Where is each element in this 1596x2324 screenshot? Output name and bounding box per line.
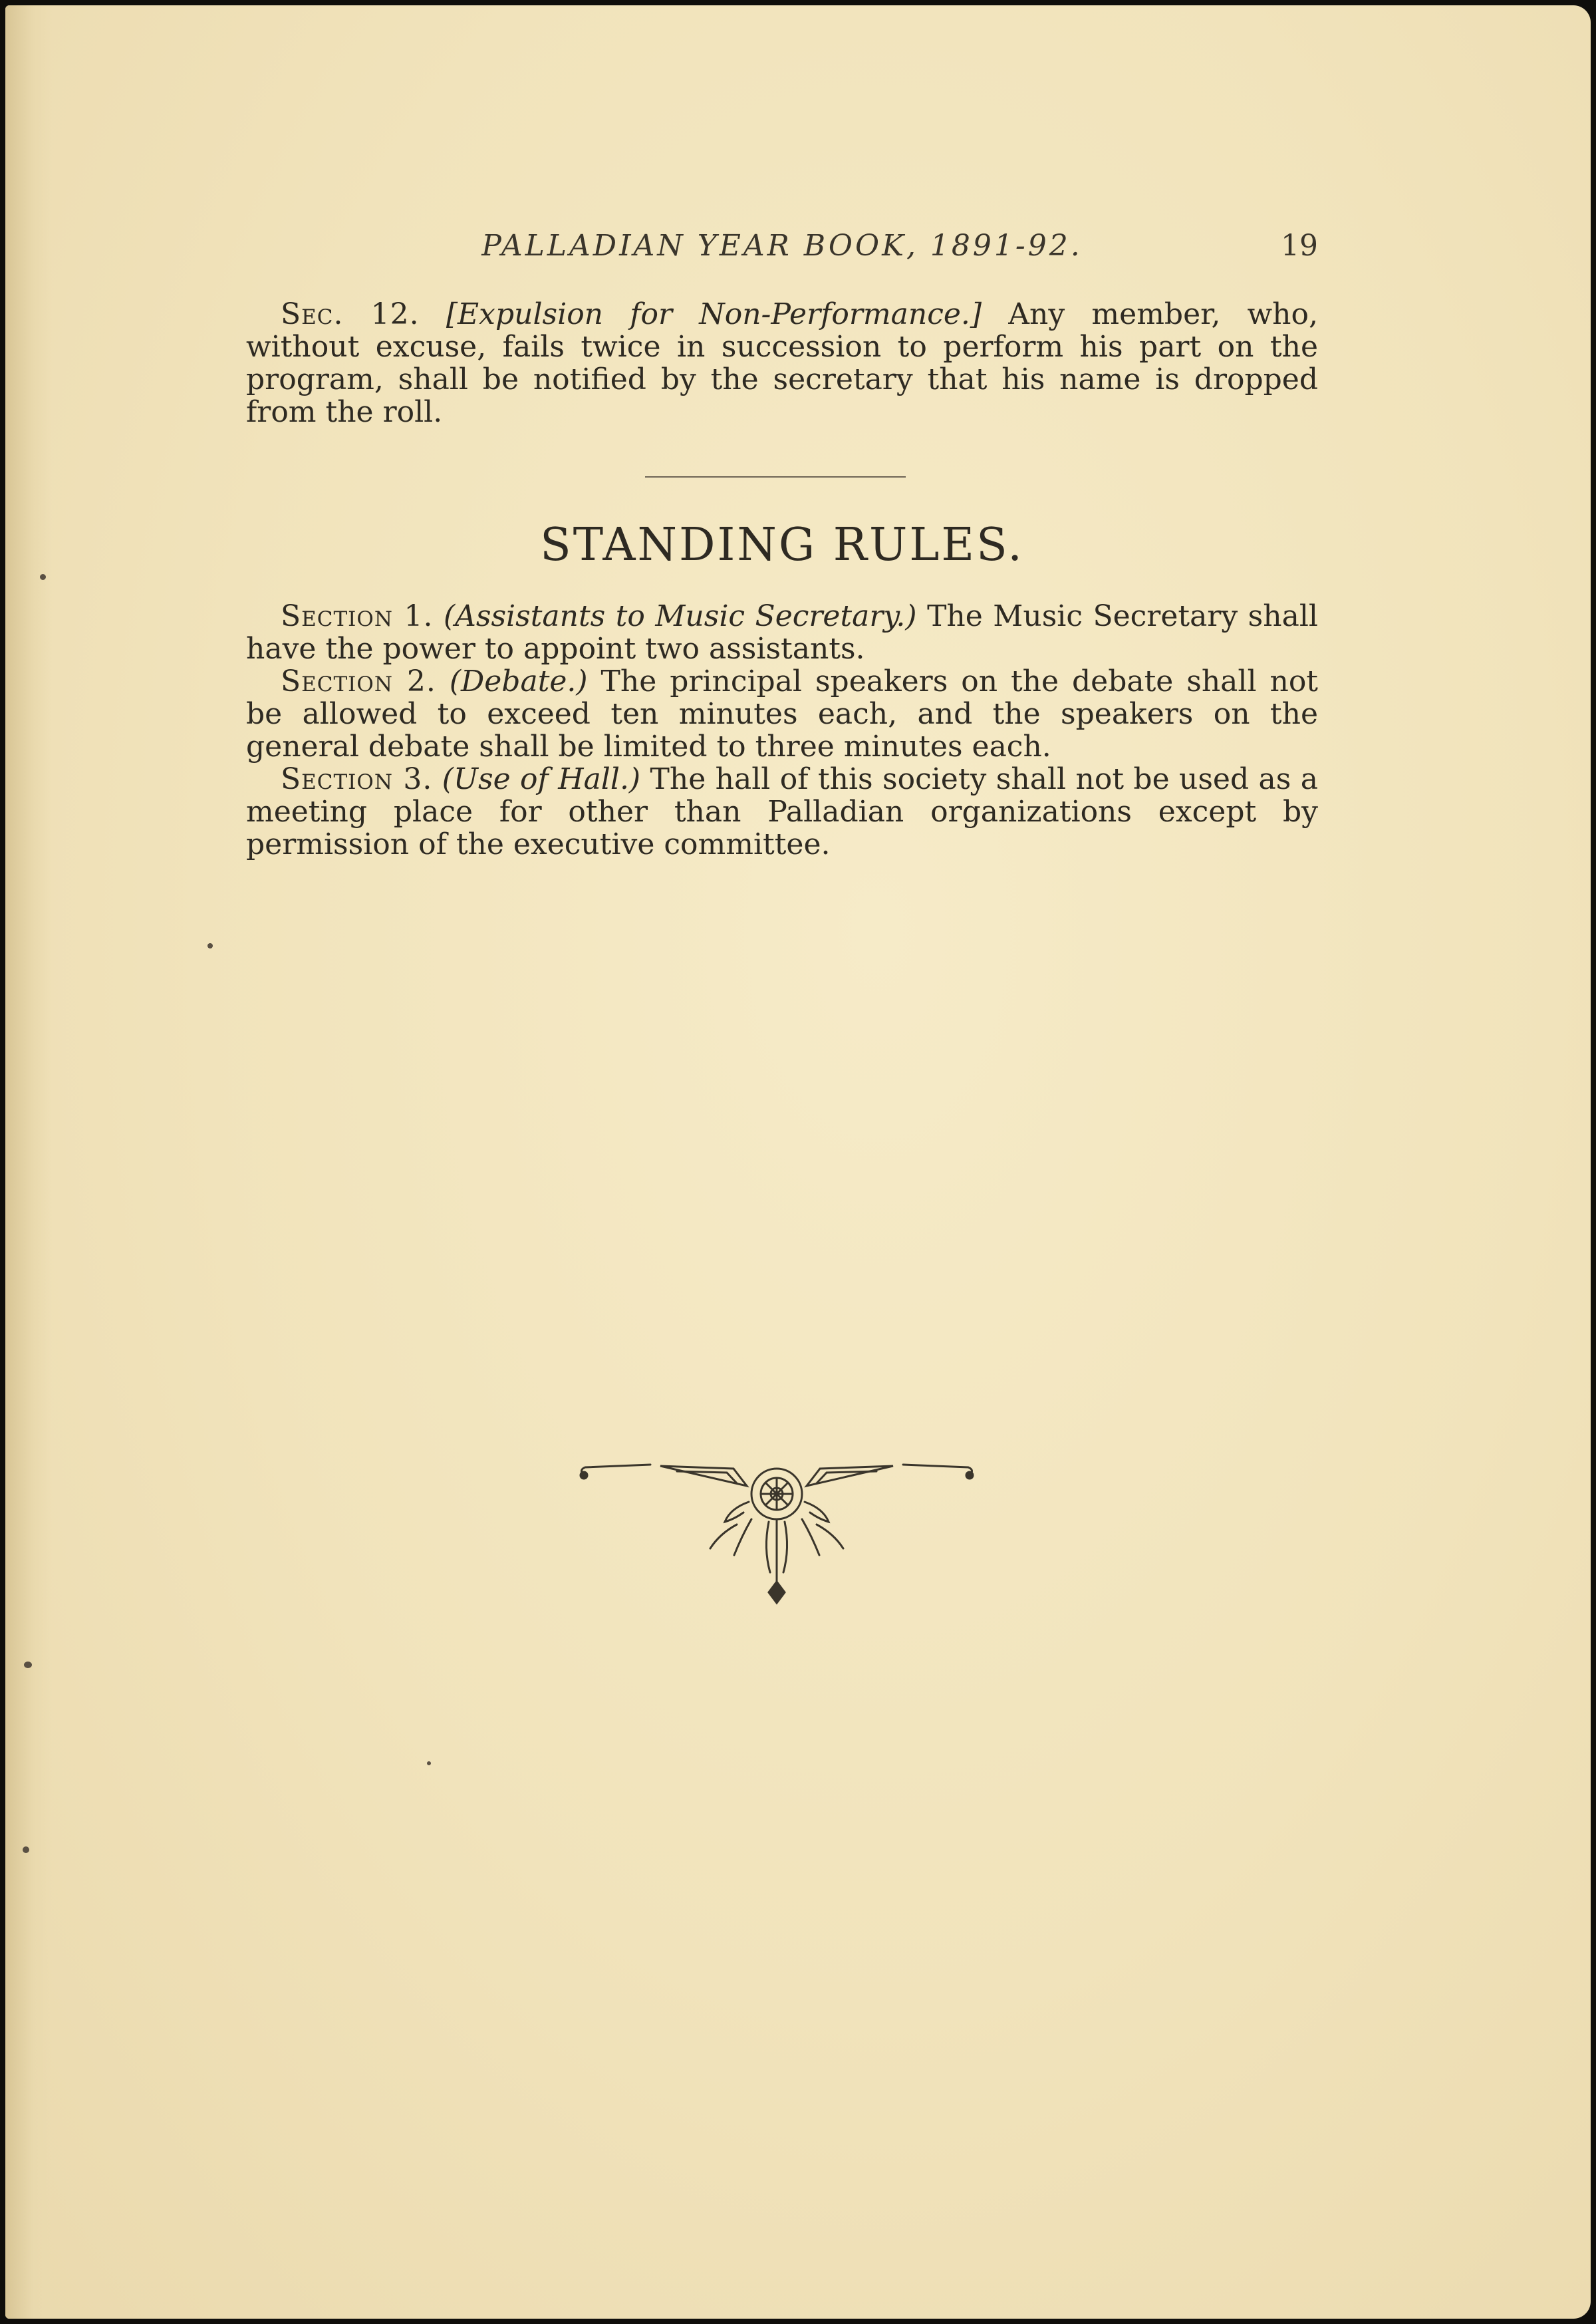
section-2-caption: (Debate.) (449, 664, 588, 698)
page-number: 19 (1281, 229, 1318, 263)
page-gutter-shadow (5, 5, 52, 2319)
running-head-title: PALLADIAN YEAR BOOK, 1891-92. (481, 229, 1083, 263)
section-3-caption: (Use of Hall.) (442, 762, 641, 796)
standing-rules-heading: STANDING RULES. (540, 519, 1024, 571)
book-page (5, 5, 1591, 2319)
decorative-tailpiece-ornament-icon (577, 1455, 976, 1615)
standing-rule-section-2 (246, 665, 1318, 763)
section-3-label: Section 3. (281, 762, 433, 796)
section-2-label: Section 2. (281, 664, 436, 698)
section-1-text: The Music Secretary shall have the power to appoint two assistants. (246, 599, 1318, 666)
sec12-text: Any member, who, without excuse, fails twice in succession to perform his part on the program, shall be notified by the secretary that his name is dropped from the roll. (246, 297, 1318, 429)
paper-speck (23, 1846, 29, 1853)
section-1-label: Section 1. (281, 599, 434, 633)
sec12-paragraph (246, 298, 1318, 428)
sec12-caption: [Expulsion for Non-Performance.] (446, 297, 982, 331)
sec12-label: Sec. 12. (281, 297, 420, 331)
section-3-text: The hall of this society shall not be used as a meeting place for other than Palladian organizations except by permission of the executive committee. (246, 762, 1318, 861)
standing-rules-block (246, 600, 1318, 861)
paper-speck (427, 1761, 431, 1765)
standing-rule-section-1 (246, 600, 1318, 665)
section-divider-rule (645, 476, 906, 478)
standing-rule-section-3 (246, 763, 1318, 861)
paper-speck (24, 1662, 32, 1668)
section-2-text: The principal speakers on the debate shall not be allowed to exceed ten minutes each, and the speakers on the general debate shall be limited to three minutes each. (246, 664, 1318, 764)
paper-speck (40, 574, 46, 580)
running-head (246, 229, 1318, 269)
section-1-caption: (Assistants to Music Secretary.) (443, 599, 917, 633)
paper-speck (207, 943, 213, 948)
sec12-block (246, 298, 1318, 428)
